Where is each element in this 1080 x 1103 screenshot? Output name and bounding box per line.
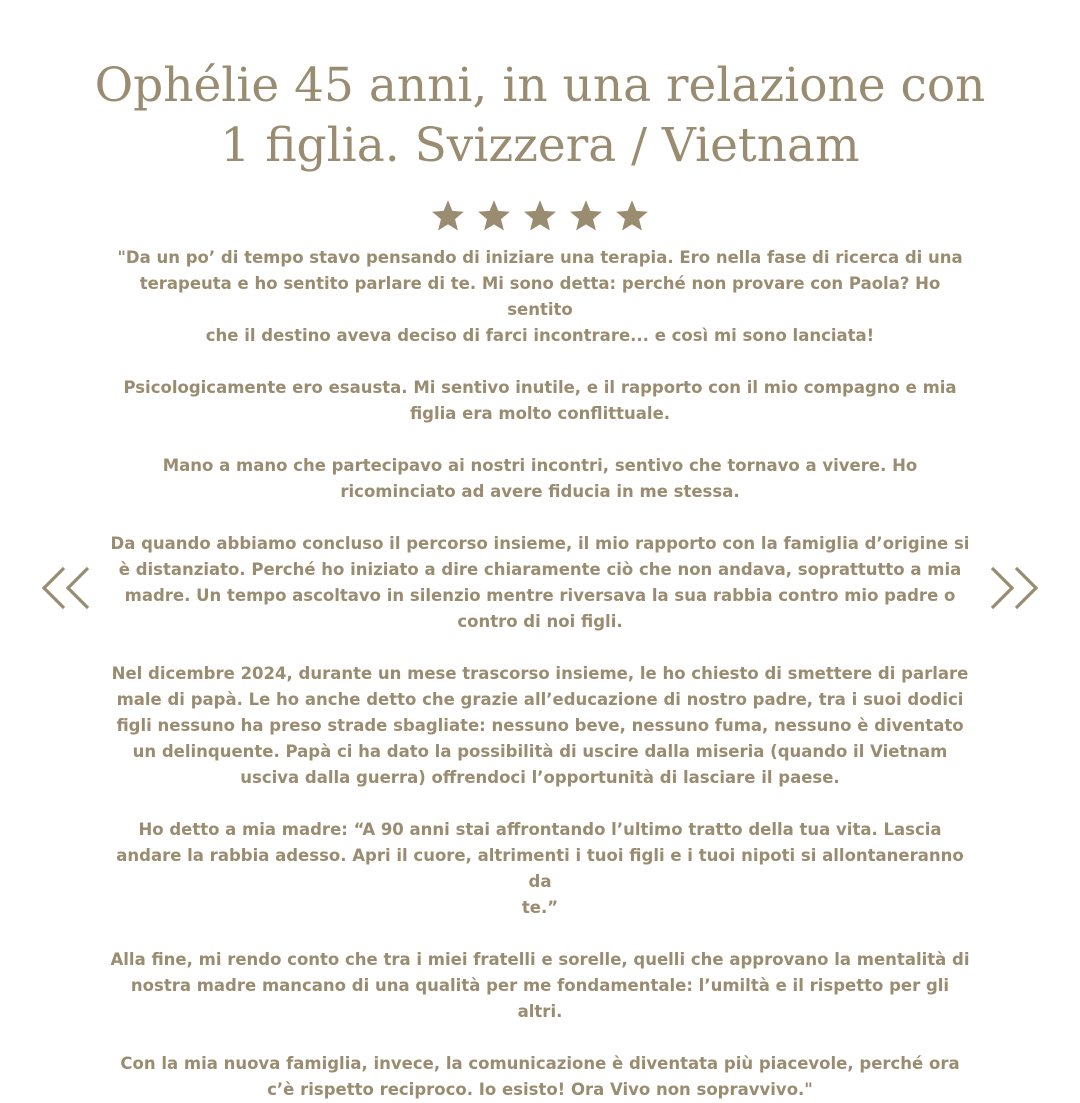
page-title bbox=[60, 56, 1020, 176]
star-icon bbox=[614, 198, 650, 234]
testimonial-paragraph: Da quando abbiamo concluso il percorso insieme, il mio rapporto con la famiglia d’origine si è distanziato. Perché ho iniziato a dire chiaramente ciò che non andava, soprattutto a mia madre. Un tempo ascoltavo in silenzio mentre riversava la sua rabbia contro mio padre o contro di noi figli. bbox=[110, 534, 970, 631]
star-icon bbox=[476, 198, 512, 234]
star-icon bbox=[522, 198, 558, 234]
testimonial-paragraph: Ho detto a mia madre: “A 90 anni stai affrontando l’ultimo tratto della tua vita. Lascia andare la rabbia adesso. Apri il cuore, altrimenti i tuoi figli e i tuoi nipoti si allontaneranno da te.” bbox=[116, 820, 964, 917]
star-rating bbox=[0, 198, 1080, 234]
next-button[interactable] bbox=[988, 565, 1040, 611]
title-line-2: 1 figlia. Svizzera / Vietnam bbox=[220, 118, 860, 173]
testimonial-paragraph: Alla fine, mi rendo conto che tra i miei fratelli e sorelle, quelli che approvano la mentalità di nostra madre mancano di una qualità per me fondamentale: l’umiltà e il rispetto per gli altri. bbox=[110, 950, 970, 1021]
testimonial-paragraph: Mano a mano che partecipavo ai nostri incontri, sentivo che tornavo a vivere. Ho ricominciato ad avere fiducia in me stessa. bbox=[162, 456, 918, 501]
star-icon bbox=[430, 198, 466, 234]
title-line-1: Ophélie 45 anni, in una relazione con bbox=[94, 58, 986, 113]
star-icon bbox=[568, 198, 604, 234]
testimonial-text bbox=[108, 245, 972, 1103]
testimonial-paragraph: Psicologicamente ero esausta. Mi sentivo inutile, e il rapporto con il mio compagno e mia figlia era molto conflittuale. bbox=[123, 378, 957, 423]
testimonial-paragraph: Nel dicembre 2024, durante un mese trascorso insieme, le ho chiesto di smettere di parlare male di papà. Le ho anche detto che grazie all’educazione di nostro padre, tra i suoi dodici figli nessuno ha preso strade sbagliate: nessuno beve, nessuno fuma, nessuno è diventato un delinquente. Papà ci ha dato la possibilità di uscire dalla miseria (quando il Vietnam usciva dalla guerra) offrendoci l’opportunità di lasciare il paese. bbox=[111, 664, 969, 787]
previous-button[interactable] bbox=[40, 565, 92, 611]
testimonial-paragraph: "Da un po’ di tempo stavo pensando di iniziare una terapia. Ero nella fase di ricerca di una terapeuta e ho sentito parlare di te. Mi sono detta: perché non provare con Paola? Ho sentito che il destino aveva deciso di farci incontrare... e così mi sono lanciata! bbox=[117, 248, 963, 345]
chevron-double-right-icon bbox=[988, 565, 1040, 611]
chevron-double-left-icon bbox=[40, 565, 92, 611]
testimonial-paragraph: Con la mia nuova famiglia, invece, la comunicazione è diventata più piacevole, perché ora c’è rispetto reciproco. Io esisto! Ora Vivo non sopravvivo." bbox=[120, 1054, 960, 1099]
